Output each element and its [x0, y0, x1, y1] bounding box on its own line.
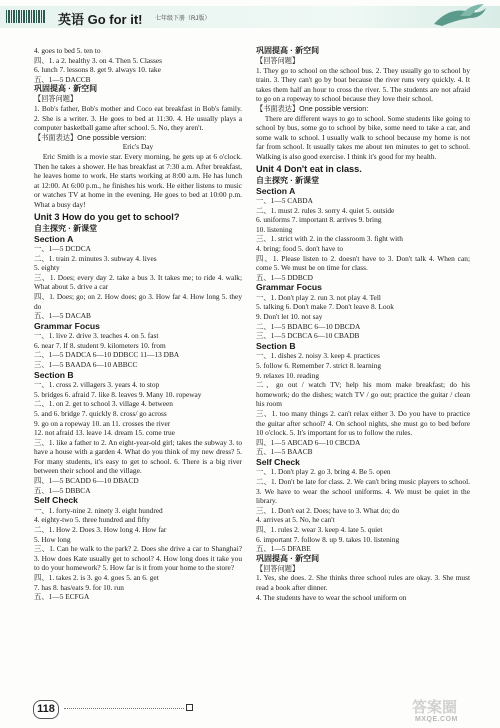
- answer-line: 五、1—5 DDBCD: [256, 272, 313, 282]
- answer-line: 四、1—5 BCADD 6—10 DBACD: [34, 476, 139, 486]
- subsection-label: 【回答问题】: [34, 94, 78, 104]
- answer-line: 三、1. strict with 2. in the classroom 3. fight with: [256, 234, 403, 244]
- book-subtitle: 七年级下册（RJ版）: [155, 16, 211, 22]
- left-column: [34, 46, 242, 602]
- answer-line: 5. and 6. bridge 7. quickly 8. cross/ go across: [34, 408, 167, 418]
- right-column: [256, 46, 470, 602]
- essay-title: Eric's Day: [122, 142, 154, 152]
- page-footer: [0, 688, 500, 728]
- answer-line: 四、1. takes 2. is 3. go 4. goes 5. an 6. get: [34, 572, 159, 582]
- part-heading: 自主探究 · 新课堂: [34, 223, 98, 233]
- answer-line: 5. talking 6. Don't make 7. Don't leave 8. Look: [256, 302, 394, 312]
- answer-line: 4. arrives at 5. No, he can't: [256, 515, 335, 525]
- answer-line: 五、1—5 ECFGA: [34, 592, 90, 602]
- answer-line: 二、1—5 BDABC 6—10 DBCDA: [256, 321, 361, 331]
- answer-line: 10. listening: [256, 224, 293, 234]
- watermark-text: MXQE.COM: [415, 716, 458, 723]
- footer-square-icon: [186, 704, 193, 711]
- answer-line: 二、1. on 2. get to school 3. village 4. between: [34, 399, 173, 409]
- answer-line: 五、1—5 DACAB: [34, 311, 91, 321]
- answer-line: 4. The students have to wear the school uniform on: [256, 592, 407, 602]
- answer-line: 二、1. How 2. Does 3. How long 4. How far: [34, 524, 167, 534]
- answer-line: 6. lunch 7. lessons 8. get 9. always 10. take: [34, 65, 161, 75]
- answer-line: 一、1. dishes 2. noisy 3. keep 4. practices: [256, 351, 380, 361]
- page-number: 118: [33, 700, 59, 719]
- part-heading: 巩固提高 · 新空间: [256, 46, 320, 55]
- answer-line: 三、1. Can he walk to the park? 2. Does she drive a car to Shanghai? 3. How does Kate usually get to school? 4. How long does it take you to do your homework? 5. How far is it from your home to the store?: [34, 544, 242, 573]
- answer-line: 二、1. must 2. rules 3. sorry 4. quiet 5. outside: [256, 205, 395, 215]
- answer-line: 一、1. live 2. drive 3. teaches 4. on 5. fast: [34, 331, 159, 341]
- section-heading: Grammar Focus: [256, 282, 322, 293]
- section-heading: Section A: [34, 233, 74, 244]
- book-title: 英语 Go for it!: [58, 12, 143, 27]
- answer-line: 三、1—5 DCBCA 6—10 CBADB: [256, 331, 360, 341]
- answer-line: 9. relaxes 10. reading: [256, 370, 320, 380]
- essay-body: There are different ways to go to school. Some students like going to school by bus, some go to school by bike, some need to take a car, and some walk to school. I usually walk to school because my home is not far from school. It usually takes me about ten minutes to get to school. Walking is also good exercise. I think it's good for my health.: [256, 113, 470, 161]
- bird-decoration-icon: [430, 2, 490, 30]
- answer-line: 三、1—5 BAADA 6—10 ABBCC: [34, 360, 138, 370]
- answer-line: 4. bring; food 5. don't have to: [256, 244, 343, 253]
- subsection-label: 【回答问题】: [256, 563, 300, 573]
- part-heading: 自主探究 · 新课堂: [256, 175, 320, 185]
- answer-line: 二、1. train 2. minutes 3. subway 4. lives: [34, 253, 157, 263]
- answer-line: 三、1. like a father to 2. An eight-year-old girl; takes the subway 3. to have a house with a garden 4. What do you think of my new dress? 5. For many students, it's easy to get to school. 6. There is a big river between their school and the village.: [34, 437, 242, 476]
- answer-line: 5. follow 6. Remember 7. strict 8. learning: [256, 360, 382, 370]
- page-header: [0, 0, 500, 34]
- answer-line: 5. How long: [34, 534, 71, 544]
- answer-line: 四、1. a 2. healthy 3. on 4. Then 5. Classes: [34, 55, 162, 65]
- section-heading: Self Check: [34, 495, 78, 506]
- answer-line: 6. important 7. follow 8. up 9. takes 10. listening: [256, 534, 400, 544]
- answer-line: 三、1. Does; every day 2. take a bus 3. It takes me; to ride 4. walk; What about 5. drive a car: [34, 272, 242, 292]
- answer-line: 1. Yes, she does. 2. She thinks three school rules are okay. 3. She must read a book after dinner.: [256, 573, 470, 592]
- section-heading: Section A: [256, 185, 296, 196]
- answer-line: 四、1—5 ABCAD 6—10 CBCDA: [256, 437, 361, 447]
- answer-line: 一、1—5 DCDCA: [34, 244, 91, 253]
- answer-line: 6. near 7. If 8. student 9. kilometers 10. from: [34, 340, 166, 350]
- part-heading: 巩固提高 · 新空间: [34, 84, 98, 94]
- answer-line: 四、1. Does; go; on 2. How does; go 3. How far 4. How long 5. they do: [34, 291, 242, 311]
- answer-line: 五、1—5 DFABE: [256, 544, 311, 554]
- subsection-label: 【回答问题】: [256, 56, 300, 65]
- part-heading: 巩固提高 · 新空间: [256, 553, 320, 563]
- section-heading: Self Check: [256, 456, 300, 467]
- section-heading: Grammar Focus: [34, 320, 100, 331]
- subsection-label: 【书面表达】One possible version:: [34, 132, 147, 142]
- answer-line: 二、1—5 DADCA 6—10 DDBCC 11—13 DBA: [34, 350, 180, 360]
- subsection-label: 【书面表达】One possible version:: [256, 103, 369, 113]
- unit-heading: Unit 4 Don't eat in class.: [256, 163, 362, 174]
- answer-line: 五、1—5 BAACB: [256, 447, 313, 457]
- answer-line: 一、1. Don't play 2. go 3. bring 4. Be 5. open: [256, 467, 391, 477]
- answer-line: 9. Don't let 10. not say: [256, 312, 323, 322]
- essay-body: Eric Smith is a movie star. Every morning, he gets up at 6 o'clock. Then he takes a shower. He has breakfast at 7:30 a.m. After breakfast, he leaves home to work. He starts working at 8:00 a.m. He has lunch at 12:00. At 6:00 p.m., he finishes his work. He either listens to music or watches TV at home in the evening. He goes to bed at 10:00 p.m. What a busy day!: [34, 151, 242, 209]
- answer-line: 一、1. forty-nine 2. ninety 3. eight hundred: [34, 505, 163, 515]
- answer-line: 二、1. Don't be late for class. 2. We can't bring music players to school. 3. We have to wear the school uniforms. 4. We must be quiet in the library.: [256, 476, 470, 506]
- answer-line: 7. has 8. has/eats 9. for 10. run: [34, 582, 124, 592]
- answer-line: 一、1. cross 2. villagers 3. years 4. to stop: [34, 380, 160, 390]
- footer-dotted-rule: [64, 708, 184, 709]
- answer-line: 5. eighty: [34, 263, 60, 273]
- answer-line: 1. They go to school on the school bus. 2. They usually go to school by train. 3. They can't go by boat because the river runs very quickly. 4. It takes them half an hour to cross the river. 5. The students are not afraid to go on a ropeway to school because they love their school.: [256, 65, 470, 104]
- section-heading: Section B: [256, 340, 296, 351]
- answer-line: 4. eighty-two 5. three hundred and fifty: [34, 515, 150, 525]
- answer-line: 5. bridges 6. afraid 7. like 8. leaves 9. Many 10. ropeway: [34, 389, 202, 399]
- answer-line: 一、1. Don't play 2. run 3. not play 4. Tell: [256, 292, 381, 302]
- answer-line: 四、1. rules 2. wear 3. keep 4. late 5. quiet: [256, 524, 383, 534]
- answer-line: 9. go on a ropeway 10. an 11. crosses the river: [34, 418, 171, 428]
- answer-line: 12. not afraid 13. leave 14. dream 15. come true: [34, 428, 175, 438]
- answer-line: 1. Bob's father, Bob's mother and Coco eat breakfast in Bob's family. 2. She is a writer. 3. He goes to bed at 11:30. 4. He usually plays a computer basketball game after school. 5. No, they aren't.: [34, 103, 242, 133]
- answer-line: 五、1—5 DBBCA: [34, 485, 91, 495]
- answer-line: 4. goes to bed 5. ten to: [34, 46, 101, 55]
- answer-line: 四、1. Please listen to 2. doesn't have to 3. Don't talk 4. When can; come 5. We must be on time for class.: [256, 253, 470, 273]
- section-heading: Section B: [34, 369, 74, 380]
- answer-line: 三、1. too many things 2. can't relax either 3. Do you have to practice the guitar after school? 4. On school nights, she must go to bed before 10 o'clock. 5. It's important for us to follow the rules.: [256, 408, 470, 438]
- answer-line: 五、1—5 DACCB: [34, 74, 91, 84]
- answer-line: 一、1—5 CABDA: [256, 196, 313, 206]
- header-barcode-decoration: [6, 10, 46, 23]
- answer-line: 6. uniforms 7. important 8. arrives 9. bring: [256, 215, 382, 225]
- svg-text:答案圈: 答案圈: [412, 698, 458, 716]
- answer-line: 三、1. Don't eat 2. Does; have to 3. What do; do: [256, 505, 400, 515]
- unit-heading: Unit 3 How do you get to school?: [34, 211, 180, 222]
- answer-line: 二、go out / watch TV; help his mom make breakfast; do his homework; do the dishes; watch TV / go out; practice the guitar / clean his room: [256, 380, 470, 409]
